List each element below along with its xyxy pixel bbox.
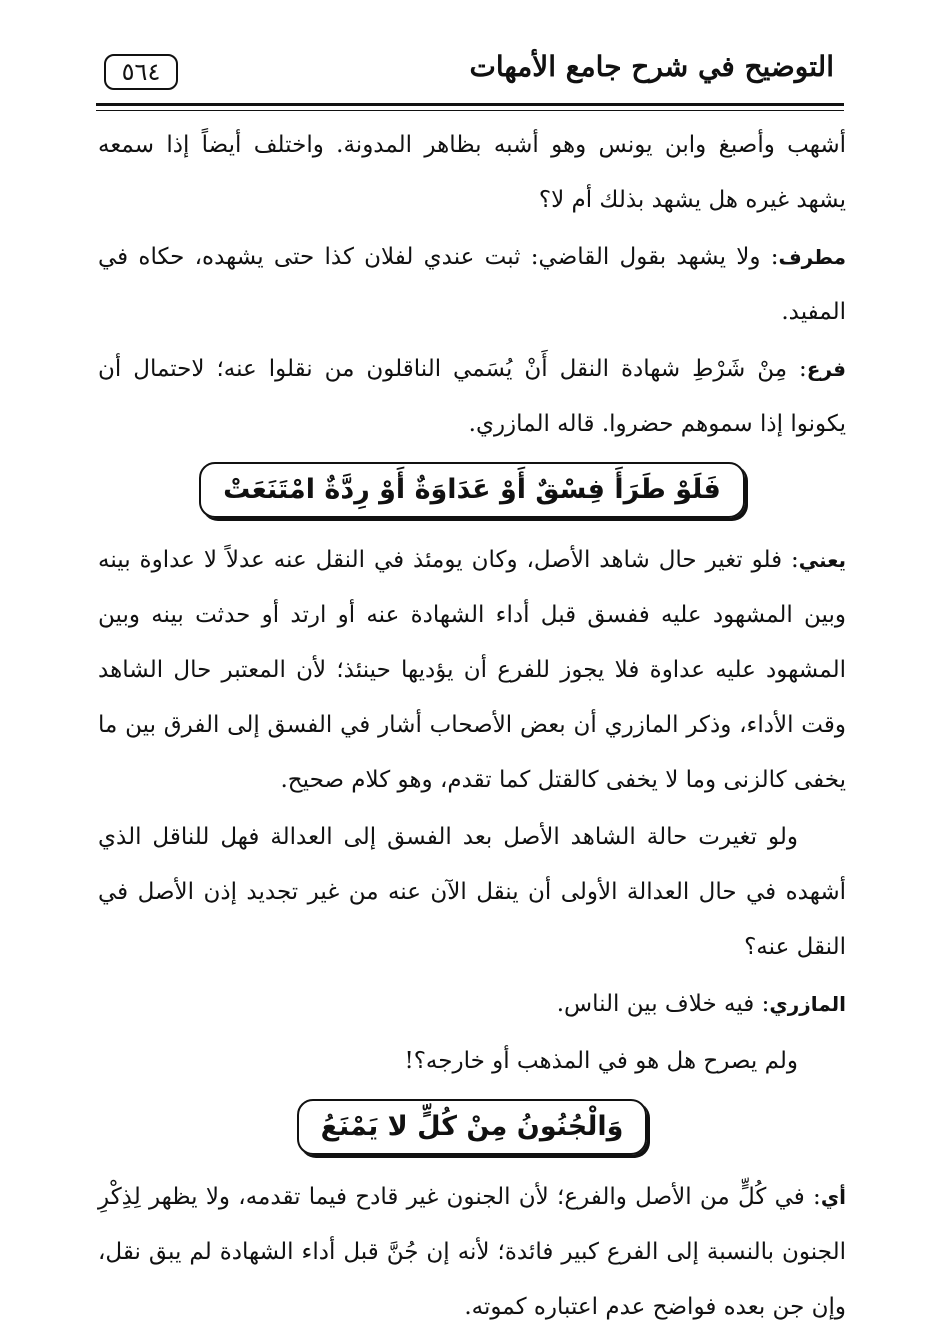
paragraph-ay — [98, 1170, 846, 1335]
page-number-badge: ٥٦٤ — [104, 54, 178, 90]
paragraph-lead: فرع — [806, 357, 846, 381]
paragraph-lead: يعني — [798, 548, 846, 572]
paragraph-text: : فيه خلاف بين الناس. — [556, 991, 770, 1017]
matn-text-box: وَالْجُنُونُ مِنْ كُلٍّ لا يَمْنَعُ — [297, 1099, 648, 1155]
page-header — [96, 46, 844, 106]
paragraph-lead: المازري — [769, 992, 846, 1016]
paragraph-text: : فلو تغير حال شاهد الأصل، وكان يومئذ في النقل عنه عدلاً لا عداوة بينه وبين المشهود عليه ففسق قبل أداء الشهادة عنه أو ارتد أو حدثت بينه وبين المشهود عليه عداوة فلا يجوز للفرع أن يؤديها حينئذ؛ لأن المعتبر حال الشاهد وقت الأداء، وذكر المازري أن بعض الأصحاب أشار في الفسق إلى الفرق بين ما يخفى كالزنى وما لا يخفى كالقتل كما تقدم، وهو كلام صحيح. — [98, 547, 846, 793]
paragraph-yani — [98, 533, 846, 808]
matn-text-box: فَلَوْ طَرَأَ فِسْقٌ أَوْ عَدَاوَةٌ أَوْ رِدَّةٌ امْتَنَعَتْ — [199, 462, 745, 518]
paragraph-1: أشهب وأصبغ وابن يونس وهو أشبه بظاهر المدونة. واختلف أيضاً إذا سمعه يشهد غيره هل يشهد بذلك أم لا؟ — [98, 132, 846, 213]
paragraph-text: : ولا يشهد بقول القاضي: ثبت عندي لفلان كذا حتى يشهده، حكاه في المفيد. — [98, 244, 846, 325]
matn-box-wrapper — [98, 462, 846, 519]
paragraph-lead: أي — [820, 1185, 846, 1209]
paragraph-lead: مطرف — [778, 245, 846, 269]
paragraph-mazari — [98, 977, 846, 1032]
page-body — [98, 118, 846, 1337]
paragraph-taghayyarat: ولو تغيرت حالة الشاهد الأصل بعد الفسق إلى العدالة فهل للناقل الذي أشهده في حال العدالة الأولى أن ينقل الآن عنه من غير تجديد إذن الأصل في النقل عنه؟ — [98, 824, 846, 960]
paragraph-lam-yusarrih: ولم يصرح هل هو في المذهب أو خارجه؟! — [404, 1048, 798, 1074]
paragraph-far — [98, 342, 846, 452]
paragraph-mutarrif — [98, 230, 846, 340]
header-rule-thin — [96, 110, 844, 111]
running-title: التوضيح في شرح جامع الأمهات — [469, 50, 834, 83]
paragraph-text: : مِنْ شَرْطِ شهادة النقل أَنْ يُسَمي الناقلون من نقلوا عنه؛ لاحتمال أن يكونوا إذا سموهم حضروا. قاله المازري. — [98, 356, 846, 437]
matn-box-wrapper — [98, 1099, 846, 1156]
header-rule — [96, 103, 844, 106]
paragraph-text: : في كُلٍّ من الأصل والفرع؛ لأن الجنون غير قادح فيما تقدمه، ولا يظهر لِذِكْرِ الجنون بالنسبة إلى الفرع كبير فائدة؛ لأنه إن جُنَّ قبل أداء الشهادة لم يبق نقل، وإن جن بعده فواضح عدم اعتباره كموته. — [98, 1184, 846, 1320]
